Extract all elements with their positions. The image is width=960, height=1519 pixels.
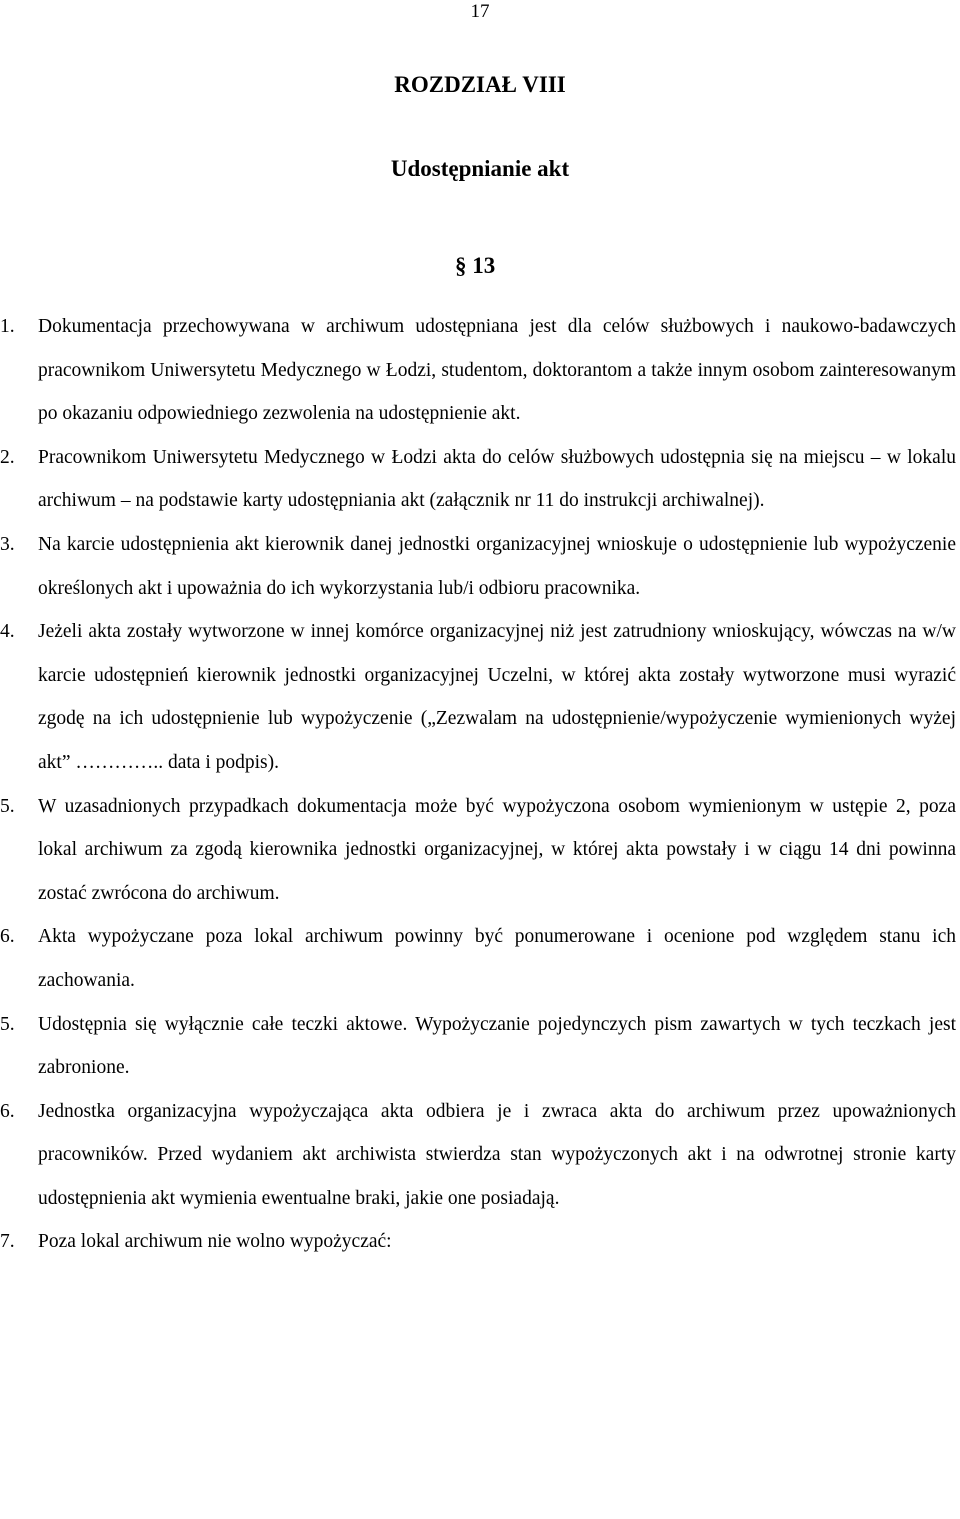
item-number: 5.: [0, 1013, 15, 1035]
item-text: Jeżeli akta zostały wytworzone w innej komórce organizacyjnej niż jest zatrudniony wnioskujący, wówczas na w/w karcie udostępnień kierownik jednostki organizacyjnej Uczelni, w której akta zostały wytworzone musi wyrazić zgodę na ich udostępnienie lub wypożyczenie („Zezwalam na udostępnienie/wypożyczenie wymienionych wyżej akt” ………….. data i podpis).: [38, 621, 956, 773]
page-number: 17: [470, 1, 490, 22]
item-text: Na karcie udostępnienia akt kierownik danej jednostki organizacyjnej wnioskuje o udostępnienie lub wypożyczenie określonych akt i upoważnia do ich wykorzystania lub/i odbioru pracownika.: [38, 533, 956, 599]
item-text: Akta wypożyczane poza lokal archiwum powinny być ponumerowane i ocenione pod względem stanu ich zachowania.: [38, 926, 956, 991]
item-number: 2.: [0, 446, 15, 468]
list-item: [0, 305, 960, 436]
item-number: 6.: [0, 926, 15, 948]
list-item: [0, 915, 960, 1002]
list-item: [0, 1220, 960, 1264]
item-number: 1.: [0, 316, 15, 337]
item-text: W uzasadnionych przypadkach dokumentacja może być wypożyczona osobom wymienionym w ustępie 2, poza lokal archiwum za zgodą kierownika jednostki organizacyjnej, w której akta powstały i w ciągu 14 dni powinna zostać zwrócona do archiwum.: [38, 795, 956, 904]
item-number: 3.: [0, 533, 15, 555]
item-number: 4.: [0, 621, 15, 643]
chapter-title: ROZDZIAŁ VIII: [394, 72, 566, 97]
list-item: [0, 1003, 960, 1090]
regulation-items: [0, 305, 960, 1264]
list-item: [0, 785, 960, 916]
paragraph-mark: § 13: [455, 253, 496, 278]
item-number: 6.: [0, 1100, 15, 1122]
item-text: Dokumentacja przechowywana w archiwum udostępniana jest dla celów służbowych i naukowo-badawczych pracownikom Uniwersytetu Medycznego w Łodzi, studentom, doktorantom a także innym osobom zainteresowanym po okazaniu odpowiedniego zezwolenia na udostępnienie akt.: [38, 316, 956, 425]
list-item: [0, 436, 960, 523]
item-text: Pracownikom Uniwersytetu Medycznego w Łodzi akta do celów służbowych udostępnia się na miejscu – w lokalu archiwum – na podstawie karty udostępniania akt (załącznik nr 11 do instrukcji archiwalnej).: [38, 446, 956, 512]
list-item: [0, 610, 960, 784]
item-text: Udostępnia się wyłącznie całe teczki aktowe. Wypożyczanie pojedynczych pism zawartych w tych teczkach jest zabronione.: [38, 1013, 956, 1079]
item-text: Jednostka organizacyjna wypożyczająca akta odbiera je i zwraca akta do archiwum przez upoważnionych pracowników. Przed wydaniem akt archiwista stwierdza stan wypożyczonych akt i na odwrotnej stronie karty udostępnienia akt wymienia ewentualne braki, jakie one posiadają.: [38, 1100, 956, 1209]
list-item: [0, 1090, 960, 1221]
item-number: 7.: [0, 1231, 15, 1253]
item-text: Poza lokal archiwum nie wolno wypożyczać:: [38, 1231, 392, 1253]
item-number: 5.: [0, 795, 15, 817]
list-item: [0, 523, 960, 610]
section-title: Udostępnianie akt: [390, 156, 570, 181]
